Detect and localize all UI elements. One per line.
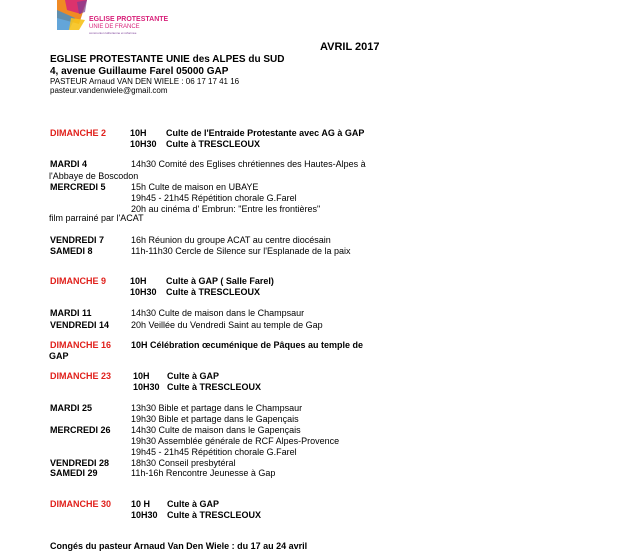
agenda-line-12-cell-1: 14h30 Culte de maison dans le Champsaur <box>131 308 305 318</box>
agenda-line-18-cell-1: 13h30 Bible et partage dans le Champsaur <box>131 403 303 413</box>
agenda-line-5-cell-0: 19h45 - 21h45 Répétition chorale G.Farel <box>131 193 297 203</box>
month-title: AVRIL 2017 <box>320 41 380 53</box>
agenda-line-4-cell-0: MERCREDI 5 <box>50 182 106 192</box>
agenda-line-9-cell-0: SAMEDI 8 <box>50 246 93 256</box>
agenda-line-23-cell-0: VENDREDI 28 <box>50 458 110 468</box>
agenda-line-24-cell-1: 11h-16h Rencontre Jeunesse à Gap <box>131 468 276 478</box>
agenda-line-4-cell-1: 15h Culte de maison en UBAYE <box>131 182 259 192</box>
agenda-line-25-cell-1: 10 H <box>131 499 151 509</box>
agenda-line-15-cell-0: GAP <box>49 351 69 361</box>
agenda-line-22-cell-0: 19h45 - 21h45 Répétition chorale G.Farel <box>131 447 297 457</box>
agenda-line-10-cell-0: DIMANCHE 9 <box>50 276 107 286</box>
agenda-line-1-cell-0: 10H30 <box>130 139 157 149</box>
agenda-line-25-cell-0: DIMANCHE 30 <box>50 499 112 509</box>
agenda-line-14-cell-1: 10H Célébration œcuménique de Pâques au temple de <box>131 340 364 350</box>
agenda-line-9-cell-1: 11h-11h30 Cercle de Silence sur l'Esplanade de la paix <box>131 246 351 256</box>
agenda-line-17-cell-0: 10H30 <box>133 382 160 392</box>
agenda-line-20-cell-0: MERCREDI 26 <box>50 425 111 435</box>
logo-sub: UNIE DE FRANCE <box>89 24 140 30</box>
agenda-line-10-cell-2: Culte à GAP ( Salle Farel) <box>166 276 274 286</box>
agenda-line-24-cell-0: SAMEDI 29 <box>50 468 98 478</box>
agenda-line-2-cell-0: MARDI 4 <box>50 159 88 169</box>
agenda-line-27-cell-0: Congés du pasteur Arnaud Van Den Wiele : du 17 au 24 avril <box>50 541 308 551</box>
agenda-line-0-cell-1: 10H <box>130 128 147 138</box>
agenda-line-13-cell-0: VENDREDI 14 <box>50 320 110 330</box>
agenda-line-0-cell-0: DIMANCHE 2 <box>50 128 107 138</box>
agenda-line-16-cell-1: 10H <box>133 371 150 381</box>
agenda-line-11-cell-1: Culte à TRESCLEOUX <box>166 287 261 297</box>
agenda-line-1-cell-1: Culte à TRESCLEOUX <box>166 139 261 149</box>
agenda-line-25-cell-2: Culte à GAP <box>167 499 220 509</box>
logo-tagline: communion luthérienne et réformée <box>89 31 137 35</box>
agenda-line-23-cell-1: 18h30 Conseil presbytéral <box>131 458 236 468</box>
agenda-line-12-cell-0: MARDI 11 <box>50 308 92 318</box>
agenda-line-21-cell-0: 19h30 Assemblée générale de RCF Alpes-Provence <box>131 436 340 446</box>
agenda-line-26-cell-1: Culte à TRESCLEOUX <box>167 510 262 520</box>
agenda-line-8-cell-0: VENDREDI 7 <box>50 235 105 245</box>
agenda-line-18-cell-0: MARDI 25 <box>50 403 93 413</box>
logo <box>57 0 169 40</box>
pastor-contact: PASTEUR Arnaud VAN DEN WIELE : 06 17 17 41 16 <box>50 77 240 86</box>
org-address: 4, avenue Guillaume Farel 05000 GAP <box>50 66 229 77</box>
agenda-line-14-cell-0: DIMANCHE 16 <box>50 340 112 350</box>
agenda-line-11-cell-0: 10H30 <box>130 287 157 297</box>
agenda-line-13-cell-1: 20h Veillée du Vendredi Saint au temple de Gap <box>131 320 323 330</box>
agenda-line-16-cell-2: Culte à GAP <box>167 371 220 381</box>
agenda-line-0-cell-2: Culte de l'Entraide Protestante avec AG à GAP <box>166 128 365 138</box>
agenda-line-17-cell-1: Culte à TRESCLEOUX <box>167 382 262 392</box>
logo-name: EGLISE PROTESTANTE <box>89 16 169 23</box>
agenda-line-2-cell-1: 14h30 Comité des Eglises chrétiennes des Hautes-Alpes à <box>131 159 366 169</box>
agenda-line-7-cell-0: film parrainé par l'ACAT <box>49 213 144 223</box>
org-name: EGLISE PROTESTANTE UNIE des ALPES du SUD <box>50 54 285 65</box>
agenda-line-19-cell-0: 19h30 Bible et partage dans le Gapençais <box>131 414 299 424</box>
pastor-email: pasteur.vandenwiele@gmail.com <box>50 86 168 95</box>
agenda-line-20-cell-1: 14h30 Culte de maison dans le Gapençais <box>131 425 301 435</box>
agenda-line-6-cell-0: 20h au cinéma d' Embrun: "Entre les frontières" <box>131 204 321 214</box>
agenda-line-8-cell-1: 16h Réunion du groupe ACAT au centre diocésain <box>131 235 331 245</box>
agenda-line-26-cell-0: 10H30 <box>131 510 158 520</box>
agenda-line-10-cell-1: 10H <box>130 276 147 286</box>
agenda-line-16-cell-0: DIMANCHE 23 <box>50 371 112 381</box>
agenda-line-3-cell-0: l'Abbaye de Boscodon <box>49 171 139 181</box>
